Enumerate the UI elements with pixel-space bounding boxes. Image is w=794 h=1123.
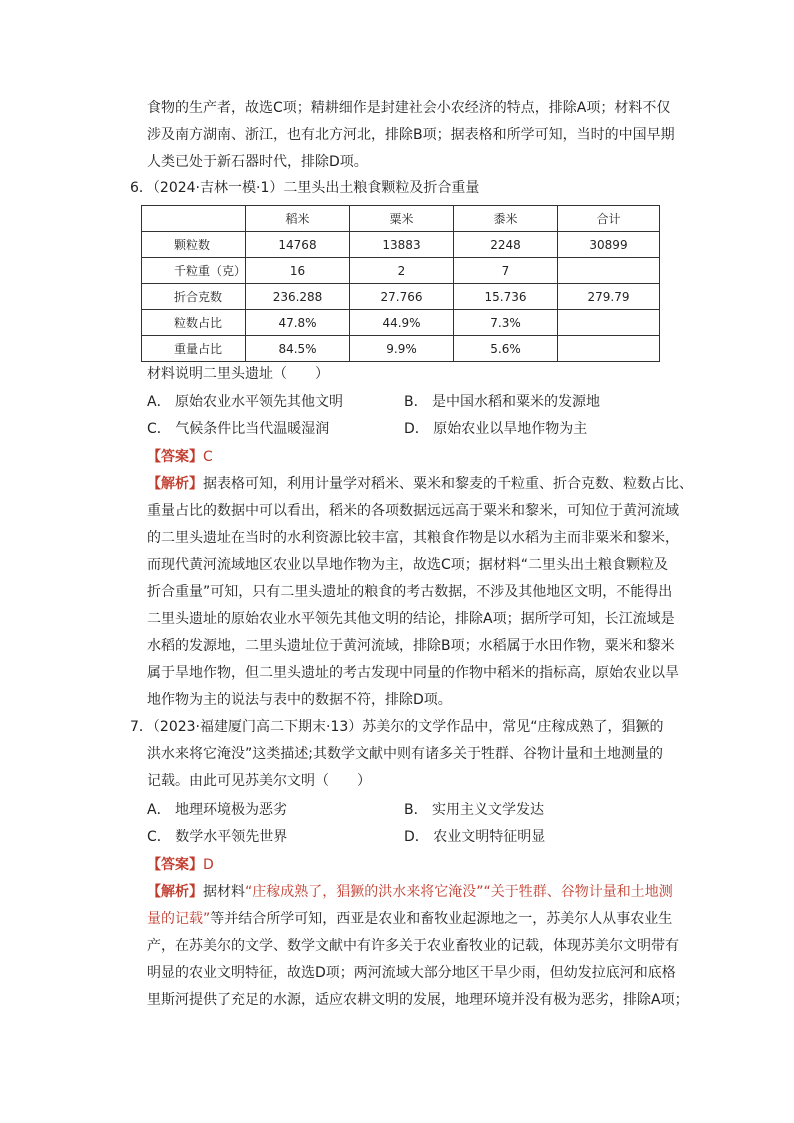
question-7-answer [147, 854, 214, 876]
analysis-tag: 【解析】 [147, 884, 203, 900]
table-cell: 14768 [246, 232, 350, 258]
question-7-stem-line-3: 记载。由此可见苏美尔文明（ ） [147, 773, 371, 789]
question-7-choice-c[interactable]: C． 数学水平领先世界 [147, 829, 288, 845]
table-cell: 84.5% [246, 336, 350, 362]
question-7-analysis-line-4: 明显的农业文明特征，故选D项；两河流域大部分地区干旱少雨，但幼发拉底河和底格 [147, 965, 676, 981]
answer-value: C [203, 449, 213, 465]
table-cell: 30899 [558, 232, 660, 258]
question-6-choices-row-1 [0, 391, 794, 413]
question-7-number: 7． [130, 719, 153, 735]
question-6-source: （2024·吉林一模·1） [152, 180, 284, 196]
question-7-choices-row-2 [0, 826, 794, 848]
question-6-choice-b[interactable]: B． 是中国水稻和粟米的发源地 [404, 394, 601, 410]
table-cell: 16 [246, 258, 350, 284]
table-header-row [142, 206, 660, 232]
question-6-analysis-line-2: 重量占比的数据中可以看出，稻米的各项数据远远高于粟米和黎米，可知位于黄河流域 [147, 503, 679, 519]
table-header-cell: 合计 [558, 206, 660, 232]
table-cell [558, 310, 660, 336]
question-6-choices-row-2 [0, 418, 794, 440]
question-6-choice-c[interactable]: C． 气候条件比当代温暖湿润 [147, 421, 330, 437]
table-row-label: 千粒重（克） [142, 258, 246, 284]
answer-tag: 【答案】 [147, 449, 203, 465]
question-7-stem-text: （2023·福建厦门高二下期末·13）苏美尔的文学作品中，常见“庄稼成熟了，猖獗的 [152, 719, 664, 735]
question-6-analysis-line-3: 的二里头遗址在当时的水利资源比较丰富，其粮食作物是以水稻为主而非粟米和黎米， [147, 530, 679, 546]
question-6-analysis-line-6: 二里头遗址的原始农业水平领先其他文明的结论，排除A项；据所学可知，长江流域是 [147, 611, 675, 627]
table-cell: 7.3% [454, 310, 558, 336]
analysis-post: 等并结合所学可知，西亚是农业和畜牧业起源地之一，苏美尔人从事农业生 [210, 911, 673, 927]
table-header-cell [142, 206, 246, 232]
table-cell: 279.79 [558, 284, 660, 310]
question-7-analysis-line-3: 产，在苏美尔的文学、数学文献中有许多关于农业畜牧业的记载，体现苏美尔文明带有 [147, 938, 679, 954]
intro-line-3: 人类已处于新石器时代，排除D项。 [147, 154, 368, 170]
question-6-answer [147, 446, 213, 468]
question-6-analysis-line-9: 地作物为主的说法与表中的数据不符，排除D项。 [147, 692, 452, 708]
table-cell: 7 [454, 258, 558, 284]
analysis-quote-2: “关于牲群、谷物计量和土地测 [483, 884, 673, 900]
intro-line-2: 涉及南方湖南、浙江，也有北方河北，排除B项；据表格和所学可知，当时的中国早期 [147, 127, 675, 143]
table-cell: 5.6% [454, 336, 558, 362]
question-7-choices-row-1 [0, 799, 794, 821]
table-header-cell: 粟米 [350, 206, 454, 232]
analysis-pre: 据材料 [203, 884, 245, 900]
table-row [142, 284, 660, 310]
question-6-number: 6． [130, 180, 153, 196]
table-row-label: 重量占比 [142, 336, 246, 362]
question-6-analysis-line-5: 折合重量”可知，只有二里头遗址的粮食的考古数据，不涉及其他地区文明，不能得出 [147, 584, 673, 600]
table-cell: 47.8% [246, 310, 350, 336]
question-6-analysis-line-8: 属于旱地作物，但二里头遗址的考古发现中同量的作物中稻米的指标高，原始农业以旱 [147, 665, 679, 681]
question-6-stem: 材料说明二里头遗址（ ） [147, 366, 329, 382]
intro-line-1: 食物的生产者，故选C项；精耕细作是封建社会小农经济的特点，排除A项；材料不仅 [147, 100, 671, 116]
question-7-choice-b[interactable]: B． 实用主义文学发达 [404, 802, 545, 818]
question-6-choice-d[interactable]: D． 原始农业以旱地作物为主 [404, 421, 588, 437]
table-cell: 44.9% [350, 310, 454, 336]
table-header-cell: 黍米 [454, 206, 558, 232]
table-row [142, 258, 660, 284]
table-cell [558, 258, 660, 284]
analysis-quote-2-cont: 量的记载” [147, 911, 211, 927]
question-6-analysis-line-1 [147, 473, 693, 495]
question-7-analysis-line-2 [147, 908, 672, 930]
question-7-stem-line-2: 洪水来将它淹没”这类描述;其数学文献中则有诸多关于牲群、谷物计量和土地测量的 [147, 746, 663, 762]
table-row-label: 粒数占比 [142, 310, 246, 336]
table-cell: 27.766 [350, 284, 454, 310]
analysis-tag: 【解析】 [147, 476, 203, 492]
analysis-quote-1: “庄稼成熟了，猖獗的洪水来将它淹没” [245, 884, 484, 900]
question-6-title: 二里头出土粮食颗粒及折合重量 [283, 180, 480, 196]
table-row [142, 310, 660, 336]
table-cell: 2 [350, 258, 454, 284]
table-cell: 15.736 [454, 284, 558, 310]
table-cell: 9.9% [350, 336, 454, 362]
question-6-header [130, 177, 479, 199]
table-row [142, 336, 660, 362]
table-row-label: 颗粒数 [142, 232, 246, 258]
question-6-analysis-line-4: 而现代黄河流域地区农业以旱地作物为主，故选C项；据材料“二里头出土粮食颗粒及 [147, 557, 669, 573]
question-6-choice-a[interactable]: A． 原始农业水平领先其他文明 [147, 394, 344, 410]
question-7-stem-line-1 [130, 716, 664, 738]
question-7-analysis-line-1 [147, 881, 673, 903]
table-cell: 236.288 [246, 284, 350, 310]
analysis-text: 据表格可知，利用计量学对稻米、粟米和黎麦的千粒重、折合克数、粒数占比、 [203, 476, 693, 492]
table-cell: 2248 [454, 232, 558, 258]
table-cell: 13883 [350, 232, 454, 258]
question-7-choice-a[interactable]: A． 地理环境极为恶劣 [147, 802, 288, 818]
question-7-analysis-line-5: 里斯河提供了充足的水源，适应农耕文明的发展，地理环境并没有极为恶劣，排除A项； [147, 992, 689, 1008]
grain-table [141, 205, 660, 362]
table-row-label: 折合克数 [142, 284, 246, 310]
table-row [142, 232, 660, 258]
table-cell [558, 336, 660, 362]
question-7-choice-d[interactable]: D． 农业文明特征明显 [404, 829, 546, 845]
question-6-analysis-line-7: 水稻的发源地，二里头遗址位于黄河流域，排除B项；水稻属于水田作物，粟米和黎米 [147, 638, 675, 654]
answer-value: D [203, 857, 214, 873]
table-header-cell: 稻米 [246, 206, 350, 232]
answer-tag: 【答案】 [147, 857, 203, 873]
